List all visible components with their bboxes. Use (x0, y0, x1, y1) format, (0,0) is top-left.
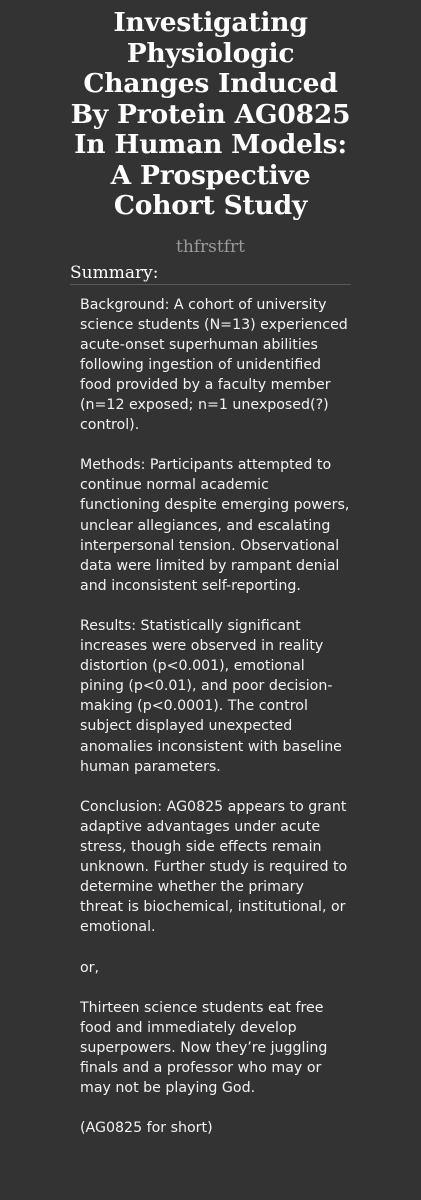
summary-paragraph-short: (AG0825 for short) (80, 1120, 213, 1137)
summary-heading: Summary: (70, 262, 351, 285)
summary-paragraph-results: Results: Statistically significant increases were observed in reality distortion (p<0.001), emotional pining (p<0.01), and poor decision-making (p<0.0001). The control subject displayed unexpected anomalies inconsistent with baseline human parameters. (80, 618, 342, 775)
author-name[interactable]: thfrstfrt (175, 236, 245, 257)
summary-paragraph-conclusion: Conclusion: AG0825 appears to grant adaptive advantages under acute stress, though side effects remain unknown. Further study is required to determine whether the primary threat is biochemical, institutional, or emotional. (80, 798, 348, 936)
summary-paragraph-background: Background: A cohort of university science students (N=13) experienced acute-onset superhuman abilities following ingestion of unidentified food provided by a faculty member (n=12 exposed; n=1 unexposed(?) control). (80, 296, 348, 434)
summary-paragraph-methods: Methods: Participants attempted to continue normal academic functioning despite emerging powers, unclear allegiances, and escalating interpersonal tension. Observational data were limited by rampant denial and inconsistent self-reporting. (80, 457, 350, 594)
story-title: Investigating Physiologic Changes Induced By Protein AG0825 In Human Models: A Prospective Cohort Study (70, 7, 351, 221)
summary-paragraph-plain: Thirteen science students eat free food and immediately develop superpowers. Now they’re juggling finals and a professor who may or may not be playing God. (80, 999, 328, 1097)
summary-body (80, 295, 350, 1139)
summary-paragraph-or: or, (80, 959, 100, 976)
